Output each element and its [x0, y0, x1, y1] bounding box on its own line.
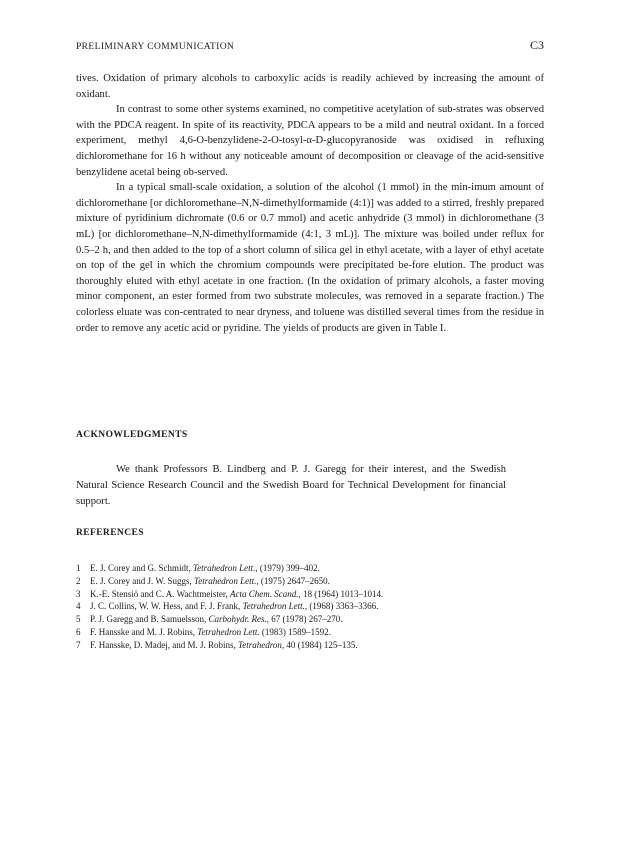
reference-journal: Carbohydr. Res.	[208, 614, 267, 625]
reference-details: , 40 (1984) 125–135.	[281, 639, 358, 650]
reference-details: , (1979) 399–402.	[255, 563, 320, 573]
paragraph-procedure: In a typical small-scale oxidation, a solution of the alcohol (1 mmol) in the min-imum amount of dichloromethane [or dichloromethane–N,N-dimethylformamide (4:1)] was added to a stirred, freshly prepared mixture of pyridinium dichromate (0.6 or 0.7 mmol) and acetic anhydride (3 mmol) in dichloromethane (3 mL) [or dichloromethane–N,N-dimethylformamide (4:1, 3 mL)]. The mixture was boiled under reflux for 0.5–2 h, and then added to the top of a short column of silica gel in ethyl acetate, with a layer of ethyl acetate on top of the gel in which the chromium compounds were precipitated be-fore elution. The product was thoroughly eluted with ethyl acetate in one fraction. (In the oxidation of primary alcohols, a faster moving minor component, an ester formed from two substrate molecules, was removed in a separate fraction.) The colorless eluate was con-centrated to near dryness, and toluene was distilled several times from the residue in order to remove any acetic acid or pyridine. The yields of products are given in Table I.	[76, 182, 544, 334]
body-text	[76, 71, 544, 336]
reference-details: , (1975) 2647–2650.	[256, 575, 330, 586]
reference-item	[76, 588, 546, 601]
reference-item	[76, 562, 546, 575]
reference-item	[76, 639, 546, 652]
reference-text	[90, 562, 546, 575]
reference-journal: Acta Chem. Scand.	[229, 588, 299, 599]
reference-number: 3	[76, 588, 81, 599]
running-head: PRELIMINARY COMMUNICATION	[76, 42, 235, 52]
reference-text	[90, 613, 546, 626]
reference-authors: J. C. Collins, W. W. Hess, and F. J. Frank,	[90, 601, 243, 612]
acknowledgments-heading: ACKNOWLEDGMENTS	[76, 430, 188, 440]
reference-details: , 67 (1978) 267–270.	[266, 614, 343, 625]
reference-authors: F. Hansske and M. J. Robins,	[90, 626, 198, 637]
reference-text	[90, 639, 546, 652]
reference-authors: P. J. Garegg and B. Samuelsson,	[90, 614, 209, 625]
reference-item	[76, 626, 546, 639]
references-list	[76, 562, 546, 652]
reference-item	[76, 575, 546, 588]
reference-authors: E. J. Corey and G. Schmidt,	[90, 563, 193, 573]
reference-number: 6	[76, 626, 81, 637]
paragraph-continuation: tives. Oxidation of primary alcohols to carboxylic acids is readily achieved by increasing the amount of oxidant.	[76, 73, 544, 100]
reference-text	[90, 600, 546, 613]
reference-journal: Tetrahedron	[238, 639, 282, 650]
reference-journal: Tetrahedron Lett.	[242, 601, 305, 612]
reference-details: , 18 (1964) 1013–1014.	[298, 588, 384, 599]
reference-number: 7	[76, 639, 81, 650]
reference-number: 1	[76, 563, 81, 573]
reference-authors: E. J. Corey and J. W. Suggs,	[90, 575, 195, 586]
reference-number: 5	[76, 614, 81, 625]
reference-journal: Tetrahedron Lett.	[197, 626, 260, 637]
acknowledgments-text: We thank Professors B. Lindberg and P. J. Garegg for their interest, and the Swedish Natural Science Research Council and the Swedish Board for Technical Development for financial support.	[76, 464, 506, 507]
reference-details: , (1968) 3363–3366.	[304, 601, 379, 612]
reference-authors: K.-E. Stensiö and C. A. Wachtmeister,	[90, 588, 230, 599]
reference-text	[90, 575, 546, 588]
reference-number: 4	[76, 601, 81, 612]
reference-number: 2	[76, 575, 81, 586]
reference-journal: Tetrahedron Lett.	[193, 563, 256, 573]
paragraph-acetylation: In contrast to some other systems examined, no competitive acetylation of sub-strates was observed with the PDCA reagent. In spite of its reactivity, PDCA appears to be a mild and neutral oxidant. In a forced experiment, methyl 4,6-O-benzylidene-2-O-tosyl-α-D-glucopyranoside was oxidised in refluxing dichloromethane for 16 h without any noticeable amount of decomposition or cleavage of the acid-sensitive benzylidene acetal being ob-served.	[76, 104, 544, 178]
reference-text	[90, 588, 546, 601]
reference-text	[90, 626, 546, 639]
references-heading: REFERENCES	[76, 528, 144, 538]
reference-authors: F. Hansske, D. Madej, and M. J. Robins,	[90, 639, 239, 650]
reference-item	[76, 613, 546, 626]
page-number: C3	[529, 38, 544, 52]
page-header	[76, 38, 544, 53]
reference-details: (1983) 1589–1592.	[259, 626, 331, 637]
reference-item	[76, 600, 546, 613]
reference-journal: Tetrahedron Lett.	[194, 575, 257, 586]
